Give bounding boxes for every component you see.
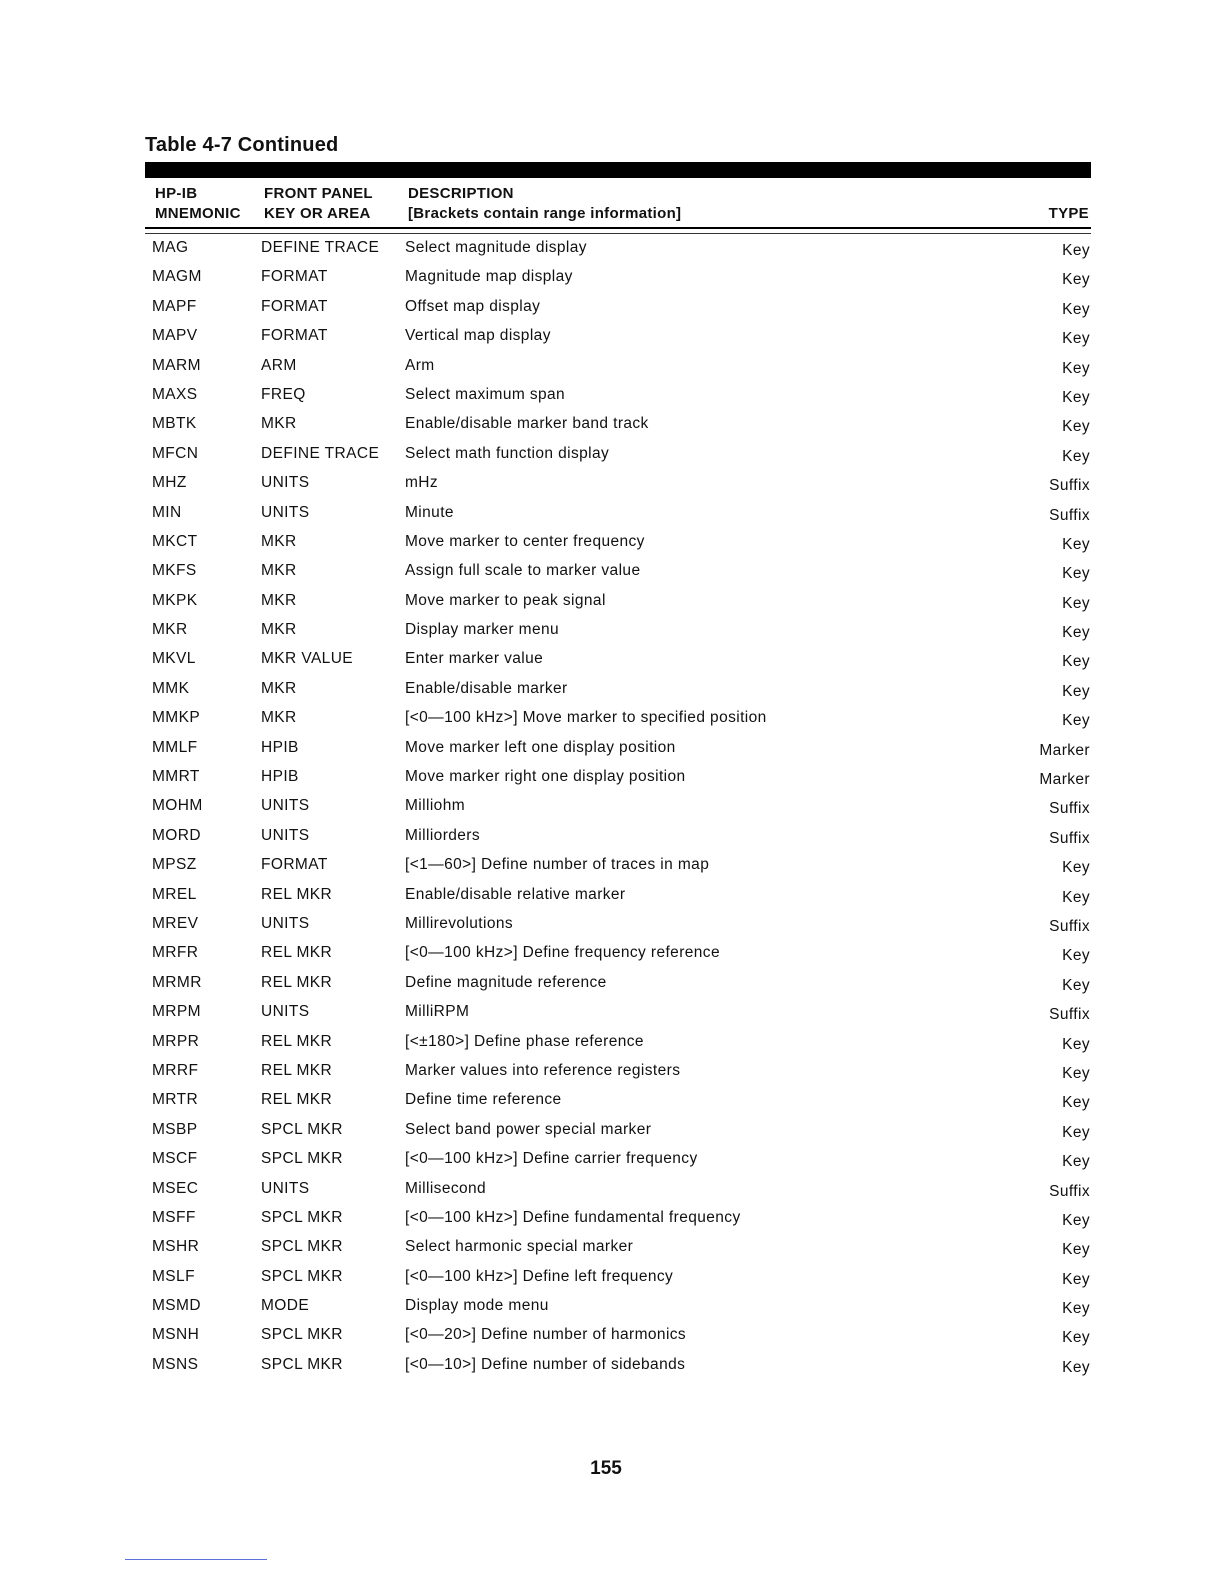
- cell-description: [<0—100 kHz>] Define frequency reference: [405, 944, 720, 962]
- header-type: TYPE: [1048, 205, 1089, 222]
- table-row: [140, 765, 1090, 794]
- cell-mnemonic: MPSZ: [152, 856, 197, 874]
- cell-front-panel: UNITS: [261, 474, 310, 492]
- cell-type: Key: [1062, 535, 1090, 553]
- cell-description: [<1—60>] Define number of traces in map: [405, 856, 710, 874]
- cell-type: Key: [1062, 359, 1090, 377]
- cell-front-panel: SPCL MKR: [261, 1208, 343, 1226]
- cell-description: Enable/disable marker: [405, 679, 568, 697]
- cell-description: Move marker right one display position: [405, 768, 686, 786]
- table-body: [140, 236, 1090, 1382]
- cell-mnemonic: MKCT: [152, 532, 198, 550]
- cell-type: Key: [1062, 594, 1090, 612]
- table-row: [140, 383, 1090, 412]
- table-row: [140, 1177, 1090, 1206]
- cell-type: Key: [1062, 242, 1090, 259]
- cell-description: Move marker left one display position: [405, 738, 676, 756]
- cell-mnemonic: MSNS: [152, 1355, 199, 1373]
- cell-front-panel: MKR: [261, 621, 297, 639]
- cell-mnemonic: MRPM: [152, 1003, 201, 1021]
- cell-description: Move marker to peak signal: [405, 591, 606, 609]
- cell-front-panel: HPIB: [261, 768, 299, 786]
- cell-type: Key: [1062, 1241, 1090, 1259]
- cell-type: Key: [1062, 1123, 1090, 1141]
- cell-front-panel: ARM: [261, 356, 297, 374]
- cell-mnemonic: MORD: [152, 826, 201, 844]
- table-row: [140, 236, 1090, 265]
- table-row: [140, 971, 1090, 1000]
- cell-description: Select maximum span: [405, 385, 566, 403]
- cell-front-panel: REL MKR: [261, 1061, 333, 1079]
- cell-mnemonic: MIN: [152, 503, 182, 521]
- cell-mnemonic: MMRT: [152, 768, 200, 786]
- cell-mnemonic: MKR: [152, 621, 188, 639]
- table-row: [140, 354, 1090, 383]
- cell-type: Key: [1062, 388, 1090, 406]
- cell-front-panel: REL MKR: [261, 885, 333, 903]
- cell-front-panel: SPCL MKR: [261, 1120, 343, 1138]
- cell-front-panel: MKR: [261, 532, 297, 550]
- cell-description: MilliRPM: [405, 1003, 470, 1021]
- cell-description: [<0—20>] Define number of harmonics: [405, 1326, 687, 1344]
- cell-type: Key: [1062, 888, 1090, 906]
- cell-type: Suffix: [1049, 1006, 1090, 1024]
- cell-description: Milliohm: [405, 797, 466, 815]
- cell-description: Vertical map display: [405, 327, 551, 345]
- table-row: [140, 1147, 1090, 1176]
- table-row: [140, 1059, 1090, 1088]
- cell-description: Select harmonic special marker: [405, 1238, 634, 1256]
- cell-type: Key: [1062, 1094, 1090, 1112]
- cell-description: Enable/disable marker band track: [405, 415, 649, 433]
- cell-mnemonic: MSMD: [152, 1297, 201, 1315]
- cell-type: Key: [1062, 418, 1090, 436]
- cell-description: Minute: [405, 503, 454, 521]
- cell-mnemonic: MSFF: [152, 1208, 196, 1226]
- table-row: [140, 677, 1090, 706]
- table-row: [140, 412, 1090, 441]
- table-row: [140, 471, 1090, 500]
- header-description: [408, 184, 681, 224]
- table-row: [140, 501, 1090, 530]
- table-row: [140, 883, 1090, 912]
- cell-description: Move marker to center frequency: [405, 532, 645, 550]
- cell-mnemonic: MRPR: [152, 1032, 200, 1050]
- header-rule: [145, 227, 1091, 229]
- cell-type: Key: [1062, 682, 1090, 700]
- table-row: [140, 1353, 1090, 1382]
- cell-front-panel: UNITS: [261, 914, 310, 932]
- cell-front-panel: FORMAT: [261, 297, 328, 315]
- cell-description: Display marker menu: [405, 621, 560, 639]
- cell-mnemonic: MKFS: [152, 562, 197, 580]
- cell-type: Marker: [1039, 741, 1090, 759]
- cell-mnemonic: MHZ: [152, 474, 187, 492]
- cell-front-panel: FREQ: [261, 385, 306, 403]
- cell-mnemonic: MBTK: [152, 415, 197, 433]
- cell-front-panel: MKR VALUE: [261, 650, 354, 668]
- cell-description: Millisecond: [405, 1179, 487, 1197]
- cell-type: Key: [1062, 271, 1090, 289]
- cell-type: Key: [1062, 447, 1090, 465]
- cell-description: Select band power special marker: [405, 1120, 652, 1138]
- cell-description: Assign full scale to marker value: [405, 562, 641, 580]
- cell-front-panel: DEFINE TRACE: [261, 444, 380, 462]
- cell-mnemonic: MSCF: [152, 1150, 198, 1168]
- cell-mnemonic: MSBP: [152, 1120, 198, 1138]
- cell-mnemonic: MRRF: [152, 1061, 199, 1079]
- cell-front-panel: FORMAT: [261, 327, 328, 345]
- cell-type: Key: [1062, 1270, 1090, 1288]
- header-front-panel: [264, 184, 373, 224]
- cell-front-panel: SPCL MKR: [261, 1326, 343, 1344]
- cell-type: Key: [1062, 653, 1090, 671]
- header-rule-secondary: [145, 233, 1091, 234]
- cell-front-panel: SPCL MKR: [261, 1238, 343, 1256]
- cell-description: Magnitude map display: [405, 268, 573, 286]
- cell-description: Marker values into reference registers: [405, 1061, 681, 1079]
- footer-rule: [125, 1559, 267, 1560]
- header-mnemonic: [155, 184, 241, 224]
- table-row: [140, 1265, 1090, 1294]
- cell-mnemonic: MRTR: [152, 1091, 199, 1109]
- cell-front-panel: DEFINE TRACE: [261, 239, 380, 256]
- cell-type: Key: [1062, 712, 1090, 730]
- cell-mnemonic: MSNH: [152, 1326, 200, 1344]
- table-row: [140, 559, 1090, 588]
- header-description-line2: [Brackets contain range information]: [408, 205, 682, 222]
- cell-type: Suffix: [1049, 1182, 1090, 1200]
- table-row: [140, 618, 1090, 647]
- table-row: [140, 324, 1090, 353]
- cell-type: Suffix: [1049, 829, 1090, 847]
- table-row: [140, 794, 1090, 823]
- cell-mnemonic: MFCN: [152, 444, 199, 462]
- cell-mnemonic: MAPV: [152, 327, 198, 345]
- header-mnemonic-line2: MNEMONIC: [155, 205, 241, 222]
- cell-mnemonic: MAPF: [152, 297, 197, 315]
- table-row: [140, 442, 1090, 471]
- table-row: [140, 1088, 1090, 1117]
- cell-front-panel: FORMAT: [261, 856, 328, 874]
- cell-type: Suffix: [1049, 477, 1090, 495]
- cell-type: Key: [1062, 1300, 1090, 1318]
- cell-front-panel: MODE: [261, 1297, 310, 1315]
- cell-mnemonic: MSHR: [152, 1238, 200, 1256]
- cell-type: Key: [1062, 947, 1090, 965]
- cell-description: Enable/disable relative marker: [405, 885, 626, 903]
- table-row: [140, 647, 1090, 676]
- cell-description: Offset map display: [405, 297, 541, 315]
- cell-mnemonic: MKVL: [152, 650, 196, 668]
- cell-description: [<0—10>] Define number of sidebands: [405, 1355, 686, 1373]
- cell-mnemonic: MOHM: [152, 797, 203, 815]
- cell-front-panel: MKR: [261, 591, 297, 609]
- cell-mnemonic: MMK: [152, 679, 190, 697]
- table-row: [140, 295, 1090, 324]
- table-row: [140, 1294, 1090, 1323]
- cell-type: Key: [1062, 1035, 1090, 1053]
- table-row: [140, 1235, 1090, 1264]
- table-row: [140, 824, 1090, 853]
- table-row: [140, 1206, 1090, 1235]
- cell-type: Key: [1062, 300, 1090, 318]
- cell-front-panel: REL MKR: [261, 1032, 333, 1050]
- cell-mnemonic: MMLF: [152, 738, 198, 756]
- cell-description: Define magnitude reference: [405, 973, 607, 991]
- table-row: [140, 589, 1090, 618]
- cell-mnemonic: MARM: [152, 356, 201, 374]
- cell-description: [<±180>] Define phase reference: [405, 1032, 644, 1050]
- cell-front-panel: MKR: [261, 562, 297, 580]
- cell-front-panel: SPCL MKR: [261, 1267, 343, 1285]
- cell-description: Arm: [405, 356, 435, 374]
- cell-type: Key: [1062, 1064, 1090, 1082]
- cell-description: Milliorders: [405, 826, 481, 844]
- cell-description: Select magnitude display: [405, 239, 587, 256]
- cell-type: Key: [1062, 859, 1090, 877]
- cell-type: Key: [1062, 1358, 1090, 1376]
- title-rule: [145, 162, 1091, 178]
- cell-type: Key: [1062, 1153, 1090, 1171]
- cell-description: Select math function display: [405, 444, 610, 462]
- cell-description: Display mode menu: [405, 1297, 549, 1315]
- cell-front-panel: MKR: [261, 415, 297, 433]
- cell-description: [<0—100 kHz>] Define carrier frequency: [405, 1150, 698, 1168]
- cell-mnemonic: MAXS: [152, 385, 198, 403]
- cell-description: Define time reference: [405, 1091, 562, 1109]
- header-front-panel-line1: FRONT PANEL: [264, 185, 373, 202]
- cell-description: [<0—100 kHz>] Move marker to specified position: [405, 709, 767, 727]
- cell-front-panel: SPCL MKR: [261, 1355, 343, 1373]
- header-mnemonic-line1: HP-IB: [155, 185, 198, 202]
- cell-front-panel: REL MKR: [261, 1091, 333, 1109]
- cell-mnemonic: MREV: [152, 914, 199, 932]
- cell-description: Millirevolutions: [405, 914, 514, 932]
- cell-front-panel: UNITS: [261, 826, 310, 844]
- cell-type: Key: [1062, 976, 1090, 994]
- header-front-panel-line2: KEY OR AREA: [264, 205, 371, 222]
- table-row: [140, 1118, 1090, 1147]
- cell-front-panel: REL MKR: [261, 944, 333, 962]
- cell-mnemonic: MSLF: [152, 1267, 195, 1285]
- cell-description: [<0—100 kHz>] Define fundamental frequency: [405, 1208, 741, 1226]
- cell-type: Suffix: [1049, 506, 1090, 524]
- cell-mnemonic: MREL: [152, 885, 197, 903]
- table-row: [140, 1030, 1090, 1059]
- table-title: Table 4-7 Continued: [145, 134, 339, 156]
- cell-mnemonic: MMKP: [152, 709, 201, 727]
- cell-front-panel: UNITS: [261, 797, 310, 815]
- table-row: [140, 1000, 1090, 1029]
- cell-mnemonic: MRFR: [152, 944, 199, 962]
- table-row: [140, 941, 1090, 970]
- cell-type: Key: [1062, 565, 1090, 583]
- table-row: [140, 853, 1090, 882]
- cell-type: Suffix: [1049, 800, 1090, 818]
- table-row: [140, 530, 1090, 559]
- cell-front-panel: UNITS: [261, 1179, 310, 1197]
- cell-description: [<0—100 kHz>] Define left frequency: [405, 1267, 674, 1285]
- cell-mnemonic: MAG: [152, 239, 189, 256]
- cell-description: mHz: [405, 474, 439, 492]
- cell-description: Enter marker value: [405, 650, 544, 668]
- header-description-line1: DESCRIPTION: [408, 185, 514, 202]
- table-row: [140, 736, 1090, 765]
- cell-front-panel: UNITS: [261, 1003, 310, 1021]
- cell-front-panel: REL MKR: [261, 973, 333, 991]
- cell-type: Marker: [1039, 771, 1090, 789]
- cell-mnemonic: MRMR: [152, 973, 202, 991]
- table-row: [140, 265, 1090, 294]
- cell-front-panel: UNITS: [261, 503, 310, 521]
- page-number: 155: [590, 1458, 622, 1479]
- cell-mnemonic: MSEC: [152, 1179, 199, 1197]
- cell-front-panel: FORMAT: [261, 268, 328, 286]
- cell-type: Suffix: [1049, 917, 1090, 935]
- table-row: [140, 706, 1090, 735]
- cell-mnemonic: MKPK: [152, 591, 198, 609]
- cell-front-panel: SPCL MKR: [261, 1150, 343, 1168]
- table-row: [140, 1323, 1090, 1352]
- cell-front-panel: HPIB: [261, 738, 299, 756]
- cell-type: Key: [1062, 1329, 1090, 1347]
- cell-type: Key: [1062, 330, 1090, 348]
- cell-front-panel: MKR: [261, 709, 297, 727]
- cell-mnemonic: MAGM: [152, 268, 202, 286]
- cell-front-panel: MKR: [261, 679, 297, 697]
- table-row: [140, 912, 1090, 941]
- cell-type: Key: [1062, 1211, 1090, 1229]
- cell-type: Key: [1062, 624, 1090, 642]
